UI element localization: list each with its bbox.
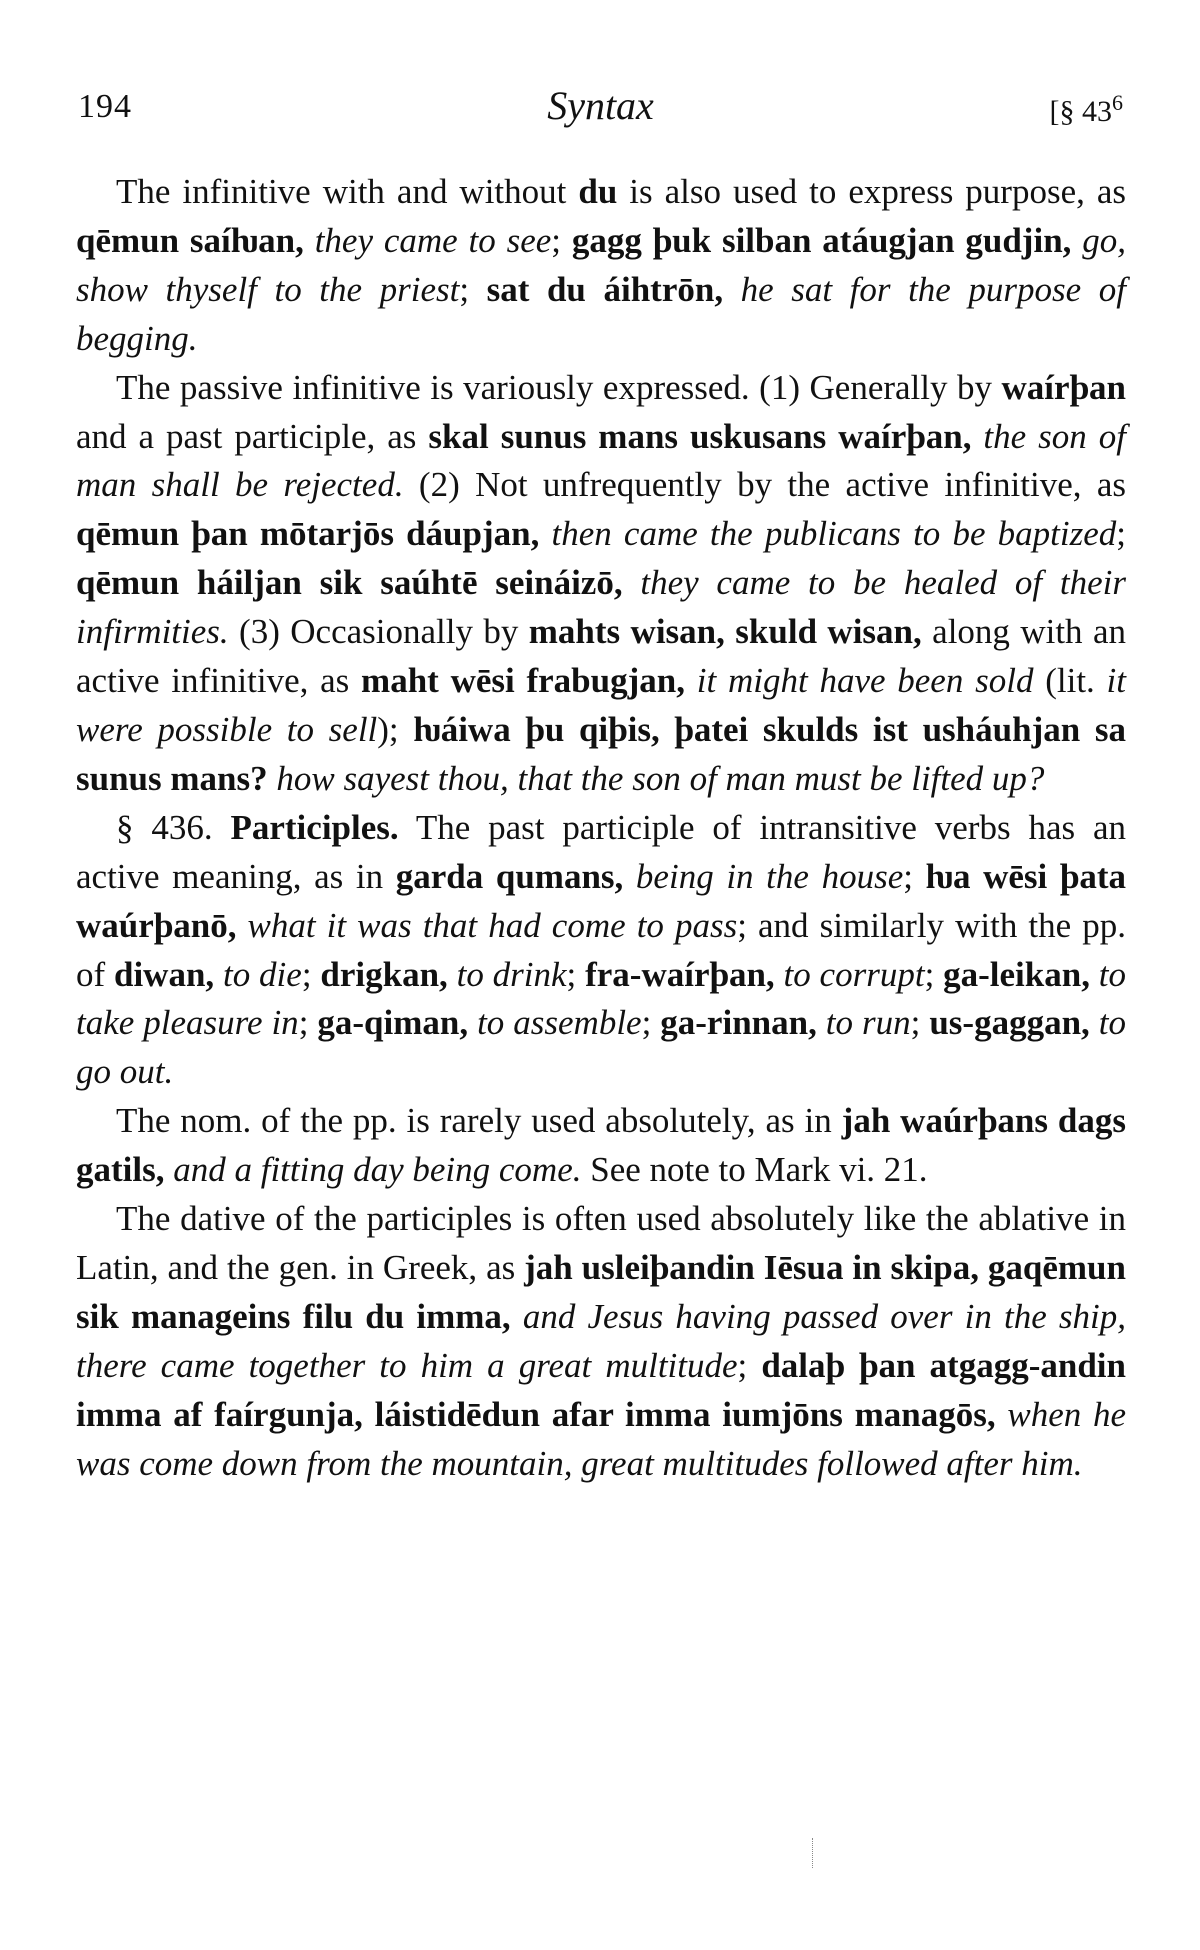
gothic-term: jah usleiþandin Iēsua in skipa, gaqēmun sik manageins filu du imma, xyxy=(76,1247,1126,1336)
prose: ; xyxy=(551,220,572,260)
prose: ; xyxy=(301,954,321,994)
paragraph-nominative-absolute xyxy=(76,1097,1126,1195)
translation: he sat for the purpose of begging. xyxy=(76,269,1126,358)
gothic-term: ga-rinnan, xyxy=(660,1003,817,1043)
translation: to die xyxy=(214,954,302,994)
gothic-term: jah waúrþans dags gatils, xyxy=(76,1101,1126,1190)
page-header xyxy=(78,82,1123,132)
prose: ; xyxy=(903,856,926,896)
gothic-term: qēmun þan mōtarjōs dáupjan, xyxy=(76,514,540,554)
paragraph-passive-infinitive xyxy=(76,364,1126,804)
prose: The infinitive with and without xyxy=(116,172,579,211)
prose: ; xyxy=(924,954,944,994)
gothic-term: Participles. xyxy=(230,807,399,847)
translation: and a fitting day being come. xyxy=(164,1150,582,1190)
section-reference-sup: 6 xyxy=(1112,90,1123,115)
prose: (2) Not unfrequently by the active infinitive, as xyxy=(403,465,1126,505)
gothic-term: garda qumans, xyxy=(395,856,624,896)
translation: to take pleasure in xyxy=(76,954,1127,1043)
translation: go, show thyself to the priest xyxy=(76,220,1127,309)
translation: what it was that had come to pass xyxy=(236,905,738,945)
gothic-term: sat du áihtrōn, xyxy=(486,269,724,309)
prose: The dative of the participles is often used absolutely like the ablative in Latin, and the gen. in Greek, as xyxy=(76,1199,1126,1287)
gothic-term: qēmun saíƕan, xyxy=(76,220,304,260)
paragraph-participles xyxy=(76,804,1126,1097)
prose: See note to Mark vi. 21. xyxy=(581,1150,928,1190)
prose: ; xyxy=(1116,514,1126,554)
prose: ; xyxy=(298,1003,318,1043)
paragraph-purpose-infinitive xyxy=(76,168,1126,364)
prose: along with an active infinitive, as xyxy=(76,612,1126,701)
translation: then came the publicans to be baptized xyxy=(539,514,1117,554)
prose: ); xyxy=(377,709,414,749)
gothic-term: qēmun háiljan sik saúhtē seináizō, xyxy=(76,563,623,603)
prose: is also used to express purpose, as xyxy=(617,172,1126,211)
translation: to corrupt xyxy=(774,954,925,994)
gothic-term: drigkan, xyxy=(320,954,448,994)
section-reference xyxy=(1050,90,1124,129)
translation: and Jesus having passed over in the ship, there came together to him a great multitude xyxy=(76,1296,1126,1385)
page-number: 194 xyxy=(78,88,132,125)
gothic-term: ƕáiwa þu qiþis, þatei skulds ist usháuhjan sa sunus mans? xyxy=(76,709,1126,798)
gothic-term: ga-qiman, xyxy=(317,1003,469,1043)
section-reference-text: [§ 43 xyxy=(1049,95,1112,128)
prose: (3) Occasionally by xyxy=(228,612,529,652)
translation: to run xyxy=(816,1003,911,1043)
prose: ; xyxy=(459,269,487,309)
translation: they came to be healed of their infirmities. xyxy=(76,563,1126,652)
prose: The past participle of intransitive verbs has an active meaning, as in xyxy=(76,807,1126,896)
translation: how sayest thou, that the son of man must be lifted up? xyxy=(267,758,1045,798)
translation: it might have been sold xyxy=(685,661,1034,701)
translation: the son of man shall be rejected. xyxy=(76,416,1126,505)
running-head: Syntax xyxy=(547,83,654,128)
translation: to assemble xyxy=(468,1003,642,1043)
translation: they came to see xyxy=(303,220,552,260)
prose: The passive infinitive is variously expressed. (1) Generally by xyxy=(116,367,1002,407)
gothic-term: skal sunus mans uskusans waírþan, xyxy=(428,416,972,456)
translation: to drink xyxy=(447,954,567,994)
prose: The nom. of the pp. is rarely used absolutely, as in xyxy=(116,1101,842,1141)
body-text xyxy=(76,168,1126,1488)
paragraph-dative-absolute xyxy=(76,1195,1126,1488)
prose: § 436. xyxy=(116,807,231,847)
prose: ; xyxy=(566,954,586,994)
gothic-term: fra-waírþan, xyxy=(585,954,775,994)
scan-artifact xyxy=(812,1838,815,1868)
gothic-term: du xyxy=(578,172,618,211)
gothic-term: ƕa wēsi þata waúrþanō, xyxy=(76,856,1126,945)
gothic-term: ga-leikan, xyxy=(943,954,1090,994)
prose: ; xyxy=(737,1345,762,1385)
gothic-term: dalaþ þan atgagg-andin imma af faírgunja, láistidēdun afar imma iumjōns managōs, xyxy=(76,1345,1126,1434)
prose: ; xyxy=(641,1003,661,1043)
gothic-term: us-gaggan, xyxy=(929,1003,1090,1043)
gothic-term: mahts wisan, skuld wisan, xyxy=(528,612,922,652)
prose: ; xyxy=(910,1003,930,1043)
translation: being in the house xyxy=(623,856,904,896)
prose: (lit. xyxy=(1033,661,1107,701)
gothic-term: maht wēsi frabugjan, xyxy=(361,661,685,701)
translation: to go out. xyxy=(76,1003,1126,1092)
prose: ; and similarly with the pp. of xyxy=(76,905,1126,994)
translation: it were possible to sell xyxy=(76,661,1126,749)
translation: when he was come down from the mountain, great multitudes followed after him. xyxy=(76,1394,1126,1483)
prose: and a past participle, as xyxy=(76,416,429,456)
gothic-term: gagg þuk silban atáugjan gudjin, xyxy=(571,220,1072,260)
gothic-term: diwan, xyxy=(113,954,215,994)
gothic-term: waírþan xyxy=(1001,367,1126,407)
